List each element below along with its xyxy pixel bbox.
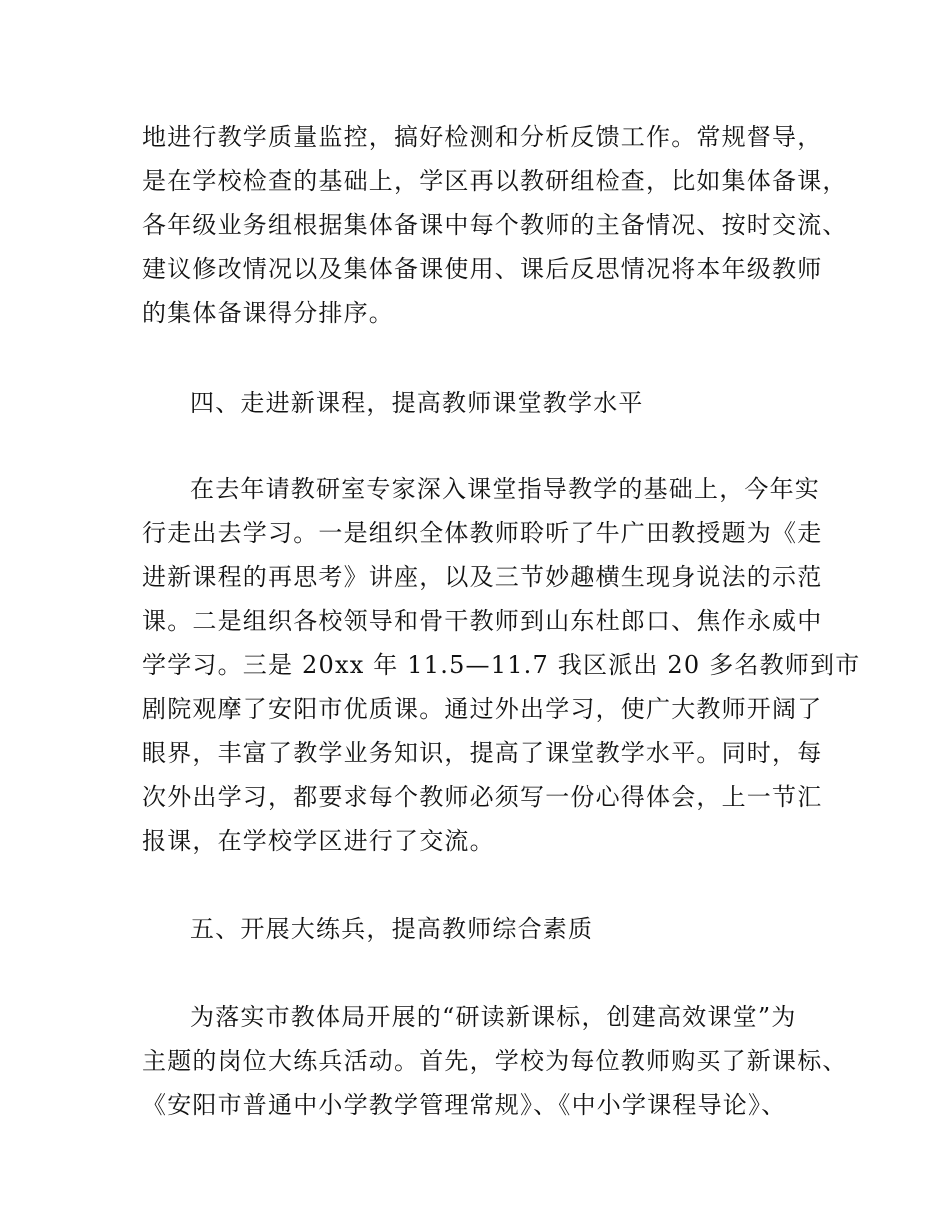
paragraph-2-line-8: 次外出学习，都要求每个教师必须写一份心得体会，上一节汇 [142, 783, 823, 811]
paragraph-2-line-9: 报课，在学校学区进行了交流。 [142, 827, 495, 855]
paragraph-2-line-7: 眼界，丰富了教学业务知识，提高了课堂教学水平。同时，每 [142, 739, 823, 767]
paragraph-1-line-3: 各年级业务组根据集体备课中每个教师的主备情况、按时交流、 [142, 211, 848, 239]
section-heading-5: 五、开展大练兵，提高教师综合素质 [190, 915, 594, 943]
paragraph-3-line-2: 主题的岗位大练兵活动。首先，学校为每位教师购买了新课标、 [142, 1047, 848, 1075]
section-heading-4: 四、走进新课程，提高教师课堂教学水平 [190, 389, 644, 417]
paragraph-1-line-1: 地进行教学质量监控，搞好检测和分析反馈工作。常规督导， [142, 123, 823, 151]
paragraph-1-line-2: 是在学校检查的基础上，学区再以教研组检查，比如集体备课， [142, 167, 848, 195]
paragraph-2-line-5: 学学习。三是 20xx 年 11.5—11.7 我区派出 20 多名教师到市 [142, 651, 861, 679]
paragraph-1-line-4: 建议修改情况以及集体备课使用、课后反思情况将本年级教师 [142, 255, 823, 283]
paragraph-2-line-4: 课。二是组织各校领导和骨干教师到山东杜郎口、焦作永威中 [142, 607, 823, 635]
paragraph-2-line-2: 行走出去学习。一是组织全体教师聆听了牛广田教授题为《走 [142, 519, 823, 547]
paragraph-2-line-3: 进新课程的再思考》讲座，以及三节妙趣横生现身说法的示范 [142, 563, 823, 591]
paragraph-1-line-5: 的集体备课得分排序。 [142, 299, 394, 327]
paragraph-3-line-1: 为落实市教体局开展的“研读新课标，创建高效课堂”为 [190, 1003, 797, 1031]
paragraph-2-line-6: 剧院观摩了安阳市优质课。通过外出学习，使广大教师开阔了 [142, 695, 823, 723]
paragraph-2-line-1: 在去年请教研室专家深入课堂指导教学的基础上，今年实 [190, 475, 820, 503]
paragraph-3-line-3: 《安阳市普通中小学教学管理常规》、《中小学课程导论》、 [142, 1091, 787, 1119]
